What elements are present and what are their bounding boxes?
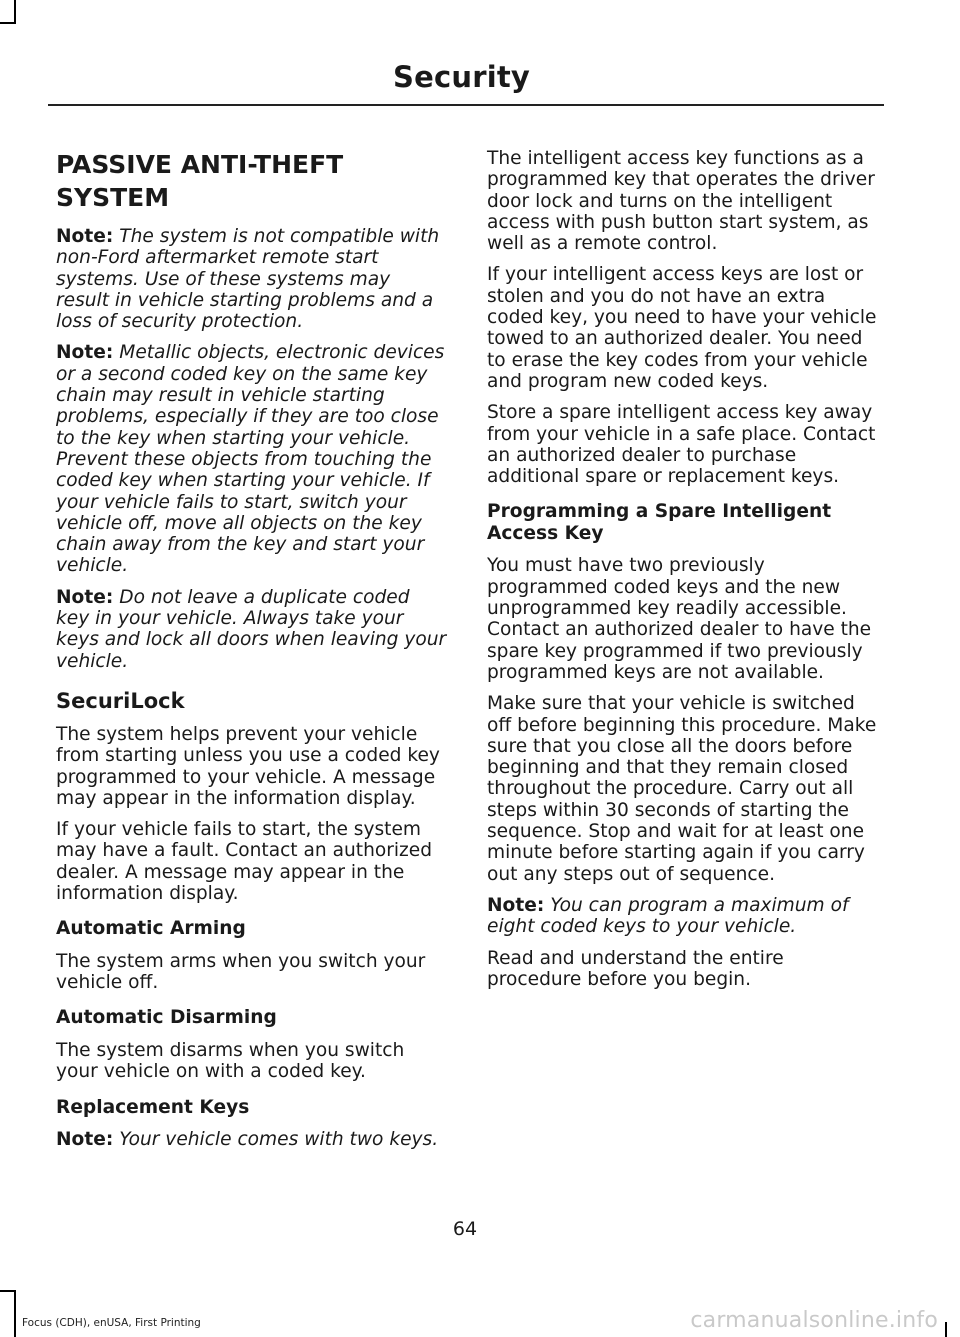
main-heading: PASSIVE ANTI-THEFT SYSTEM — [56, 150, 344, 212]
section-title: Security — [393, 60, 530, 94]
note-text: You can program a maximum of eight coded keys to your vehicle. — [487, 894, 849, 938]
crop-mark — [0, 22, 16, 24]
watermark: carmanualsonline.info — [690, 1308, 938, 1333]
securilock-paragraph: If your vehicle fails to start, the system may have a fault. Contact an authorized dealer. A message may appear in the information display. — [56, 819, 433, 905]
crop-mark — [945, 1322, 947, 1337]
programming-heading: Programming a Spare Intelligent Access Key — [487, 501, 832, 544]
spare-key-paragraph: Store a spare intelligent access key away from your vehicle in a safe place. Contact an authorized dealer to purchase additional spare or replacement keys. — [487, 402, 876, 488]
note-label: Note: — [487, 894, 545, 916]
left-column — [56, 148, 448, 1160]
note-text: Metallic objects, electronic devices or a second coded key on the same key chain may result in vehicle starting problems, especially if they are too close to the key when starting your vehicle. Prevent these objects from touching the coded key when starting your vehicle. If your vehicle fails to start, switch your vehicle off, move all objects on the key chain away from the key and start your vehicle. — [56, 342, 445, 577]
note-text: Do not leave a duplicate coded key in your vehicle. Always take your keys and lock all doors when leaving your vehicle. — [56, 586, 447, 672]
disarming-heading: Automatic Disarming — [56, 1007, 277, 1029]
disarming-text: The system disarms when you switch your vehicle on with a coded key. — [56, 1039, 405, 1083]
edition-info: Focus (CDH), enUSA, First Printing — [22, 1317, 201, 1329]
page-number: 64 — [452, 1218, 478, 1240]
replacement-keys-heading: Replacement Keys — [56, 1096, 250, 1118]
header-divider — [48, 104, 884, 106]
note-max-keys — [487, 895, 881, 938]
closing-text: Read and understand the entire procedure before you begin. — [487, 947, 784, 990]
programming-paragraph: You must have two previously programmed coded keys and the new unprogrammed key readily accessible. Contact an authorized dealer to have the spare key programmed if two previously programmed keys are not available. — [487, 555, 872, 683]
note-text: Your vehicle comes with two keys. — [119, 1129, 439, 1150]
crop-mark — [14, 1290, 16, 1337]
arming-heading: Automatic Arming — [56, 918, 246, 940]
note-two-keys — [56, 1129, 448, 1150]
note-label: Note: — [56, 226, 114, 247]
intelligent-key-paragraph: The intelligent access key functions as a programmed key that operates the driver door lock and turns on the intelligent access with push button start system, as well as a remote control. — [487, 148, 875, 255]
lost-keys-paragraph: If your intelligent access keys are lost or stolen and you do not have an extra coded key, you need to have your vehicle towed to an authorized dealer. You need to erase the key codes from your vehicle and program new coded keys. — [487, 264, 877, 392]
note-compatibility — [56, 226, 448, 332]
securilock-heading: SecuriLock — [56, 688, 185, 713]
arming-text: The system arms when you switch your vehicle off. — [56, 950, 426, 994]
programming-paragraph: Make sure that your vehicle is switched off before beginning this procedure. Make sure that you close all the doors before beginning and that they remain closed throughout the procedure. Carry out all steps within 30 seconds of starting the sequence. Stop and wait for at least one minute before starting again if you carry out any steps out of sequence. — [487, 693, 877, 885]
note-duplicate-key — [56, 587, 448, 672]
note-text: The system is not compatible with non-Ford aftermarket remote start systems. Use of these systems may result in vehicle starting problems and a loss of security protection. — [56, 226, 440, 333]
right-column — [487, 148, 881, 1000]
note-metallic-objects — [56, 342, 448, 576]
crop-mark — [14, 0, 16, 22]
securilock-paragraph: The system helps prevent your vehicle from starting unless you use a coded key programmed to your vehicle. A message may appear in the information display. — [56, 723, 440, 809]
crop-mark — [0, 1290, 16, 1292]
note-label: Note: — [56, 1129, 114, 1150]
note-label: Note: — [56, 342, 114, 364]
note-label: Note: — [56, 586, 114, 608]
